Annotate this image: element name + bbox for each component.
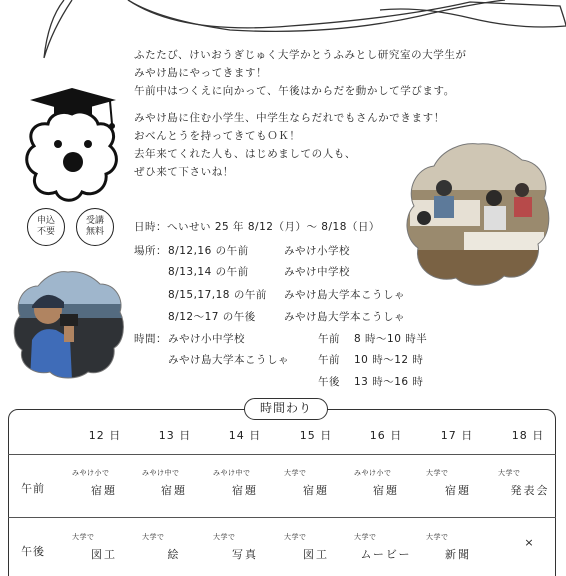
pm-cell: × [524,536,536,549]
pm-cell: 大学で 絵 [142,533,181,561]
time-label: 時間： [134,333,167,345]
intro-line: おべんとうを持ってきてもＯＫ！ [134,130,301,142]
day-header: 15 日 [299,429,333,442]
day-header: 13 日 [158,429,192,442]
time-venue: みやけ小中学校 [168,333,245,345]
place-when: 8/12,16 の午前 [168,245,249,257]
pm-cell: 大学で 写真 [213,533,258,561]
am-cell: みやけ小で 宿題 [354,469,399,497]
place-where: みやけ島大学本こうしゃ [284,289,405,301]
intro-line: 午前中はつくえに向かって、午後はからだを動かして学びます。 [134,85,455,97]
intro-line: ふたたび、けいおうぎじゅく大学かとうふみとし研究室の大学生が [134,49,467,61]
boy-with-camera-photo [10,268,126,380]
time-range: 8 時～10 時半 [354,333,428,345]
classroom-photo [404,140,552,290]
pm-cell: 大学で 新聞 [426,533,471,561]
am-cell: 大学で 発表会 [498,469,550,497]
day-header: 16 日 [369,429,403,442]
place-where: みやけ小学校 [284,245,350,257]
am-cell: 大学で 宿題 [426,469,471,497]
pm-cell: 大学で ムービー [354,533,412,561]
place-where: みやけ島大学本こうしゃ [284,311,405,323]
am-cell: みやけ中で 宿題 [142,469,187,497]
time-period: 午前 [318,333,340,345]
place-label: 場所： [134,245,167,257]
am-row-label: 午前 [21,482,45,495]
am-cell: 大学で 宿題 [284,469,329,497]
place-where: みやけ中学校 [284,266,350,278]
day-header: 18 日 [511,429,545,442]
timetable-divider [8,517,556,518]
timetable-divider [8,454,556,455]
free-tuition-badge: 受講 無料 [76,208,114,246]
intro-line: みやけ島にやってきます！ [134,67,268,79]
time-range: 13 時～16 時 [354,376,424,388]
day-header: 12 日 [88,429,122,442]
pm-cell: 大学で 図工 [284,533,329,561]
time-period: 午後 [318,376,340,388]
timetable-title: 時間わり [244,398,328,420]
time-venue: みやけ島大学本こうしゃ [168,354,289,366]
intro-line: みやけ島に住む小学生、中学生ならだれでもさんかできます！ [134,112,445,124]
place-when: 8/12～17 の午後 [168,311,256,323]
am-cell: みやけ中で 宿題 [213,469,258,497]
graduate-mascot-icon [20,84,124,206]
am-cell: みやけ小で 宿題 [72,469,117,497]
day-header: 14 日 [228,429,262,442]
day-header: 17 日 [440,429,474,442]
time-range: 10 時～12 時 [354,354,424,366]
place-when: 8/13,14 の午前 [168,266,249,278]
intro-line: 去年来てくれた人も、はじめましての人も、 [134,148,356,160]
pm-row-label: 午後 [21,545,45,558]
time-period: 午前 [318,354,340,366]
pm-cell: 大学で 図工 [72,533,117,561]
no-application-badge: 申込 不要 [27,208,65,246]
intro-line: ぜひ来て下さいね！ [134,166,234,178]
place-when: 8/15,17,18 の午前 [168,289,267,301]
schedule-date: 日時：へいせい 25 年 8/12（月）～ 8/18（日） [134,221,380,233]
